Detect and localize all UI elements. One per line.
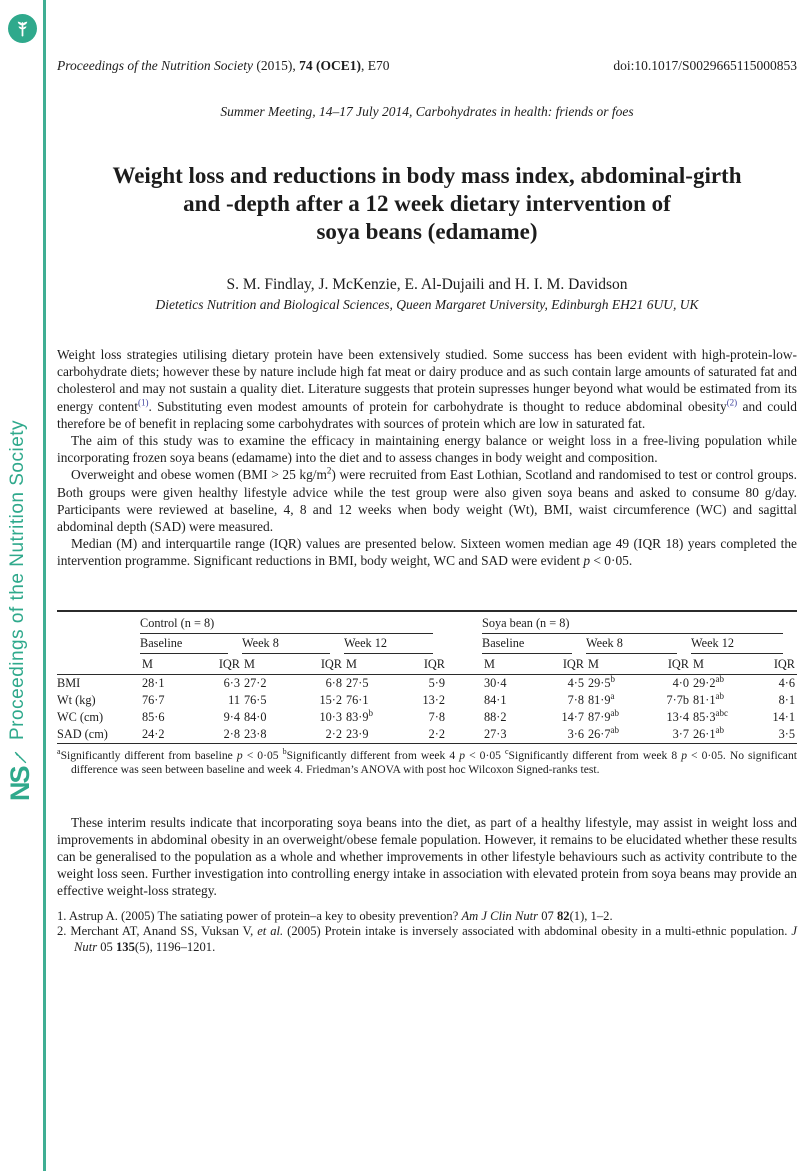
title-line-3: soya beans (edamame) xyxy=(316,219,538,244)
table-body xyxy=(57,674,797,743)
reference-number: 2. xyxy=(57,924,67,939)
table-cell: 7·8 xyxy=(428,709,445,724)
table-row xyxy=(57,674,797,692)
table-cell: 27·5 xyxy=(346,675,369,690)
stat-header: IQR xyxy=(293,655,344,675)
stat-header: M xyxy=(586,655,638,675)
table-cell: 76·7 xyxy=(142,692,165,707)
table-cell: 2·2 xyxy=(428,726,445,741)
citation-line: Proceedings of the Nutrition Society (2015), 74 (OCE1), E70 xyxy=(57,58,390,73)
sidebar-vertical-rule xyxy=(43,0,46,1171)
stat-header: IQR xyxy=(191,655,242,675)
row-label: BMI xyxy=(57,675,81,690)
stat-header: IQR xyxy=(534,655,586,675)
table-cell: $26\cdot 1^{ab}$ xyxy=(693,724,725,741)
table-cell: 2·2 xyxy=(325,726,342,741)
article-title xyxy=(57,162,797,246)
table-row xyxy=(57,726,797,744)
table-cell: $83\cdot 9^b$ xyxy=(346,707,374,724)
table-cell: 5·9 xyxy=(428,675,445,690)
reference-1 xyxy=(57,909,797,925)
stat-header: M xyxy=(691,655,744,675)
table-row xyxy=(57,692,797,709)
ns-logo-text: NS xyxy=(5,767,35,801)
results-table-wrap xyxy=(57,610,797,778)
reference-text: Astrup A. (2005) The satiating power of protein–a key to obesity prevention? Am J Clin Nutr 07 82(1), 1–2. xyxy=(68,908,613,923)
table-cell: 28·1 xyxy=(142,675,165,690)
doi-text: doi:10.1017/S0029665115000853 xyxy=(613,58,797,73)
group-spacer xyxy=(447,611,482,635)
running-head xyxy=(57,58,797,74)
stat-header: IQR xyxy=(744,655,797,675)
table-cell: 2·8 xyxy=(223,726,240,741)
stat-header: M xyxy=(482,655,534,675)
period-header: Baseline xyxy=(140,635,242,655)
abstract-body xyxy=(57,346,797,570)
table-cell: 27·2 xyxy=(244,675,267,690)
sprout-icon xyxy=(13,19,32,38)
table-cell: 13·4 xyxy=(666,709,689,724)
article-content xyxy=(57,0,797,955)
table-cell: $29\cdot 5^b$ xyxy=(588,673,616,690)
table-cell: 6·3 xyxy=(223,675,240,690)
table-cell: 3·7 xyxy=(672,726,689,741)
table-cell: 23·9 xyxy=(346,726,369,741)
table-cell: 15·2 xyxy=(319,692,342,707)
results-table xyxy=(57,610,797,744)
corner-cell xyxy=(57,611,140,635)
table-cell: 84·0 xyxy=(244,709,267,724)
table-row xyxy=(57,709,797,726)
table-cell: 7·7b xyxy=(666,692,689,707)
period-header: Week 8 xyxy=(586,635,691,655)
table-cell: $87\cdot 9^{ab}$ xyxy=(588,707,620,724)
paragraph-4: Median (M) and interquartile range (IQR) values are presented below. Sixteen women median age 49 (IQR 18) years completed the intervention programme. Significant reductions in BMI, body weight, WC and SAD were evident p < 0·05. xyxy=(57,536,797,569)
table-cell: 27·3 xyxy=(484,726,507,741)
table-cell: 23·8 xyxy=(244,726,267,741)
title-line-1: Weight loss and reductions in body mass index, abdominal-girth xyxy=(112,163,742,188)
table-cell: 76·1 xyxy=(346,692,369,707)
table-cell: 13·2 xyxy=(422,692,445,707)
table-cell: 14·1 xyxy=(772,709,795,724)
nutrition-society-ns-logo xyxy=(5,750,36,801)
paragraph-2: The aim of this study was to examine the efficacy in maintaining energy balance or weight loss in a free-living population while incorporating frozen soya beans (edamame) into the diet and to assess changes in body weight and composition. xyxy=(57,433,797,466)
stat-header: IQR xyxy=(638,655,691,675)
table-cell: $29\cdot 2^{ab}$ xyxy=(693,673,725,690)
table-cell: 85·6 xyxy=(142,709,165,724)
table-cell: $26\cdot 7^{ab}$ xyxy=(588,724,620,741)
group-header-row xyxy=(57,611,797,635)
period-header: Week 12 xyxy=(344,635,447,655)
table-cell: 24·2 xyxy=(142,726,165,741)
table-cell: $85\cdot 3^{abc}$ xyxy=(693,707,729,724)
table-cell: 84·1 xyxy=(484,692,507,707)
affiliation-line: Dietetics Nutrition and Biological Sciences, Queen Margaret University, Edinburgh EH21 6UU, UK xyxy=(155,297,699,312)
table-footnote: $^a$Significantly different from baseline p < 0·05 $^b$Significantly different from week 4 p < 0·05 $^c$Significantly different from week 8 p < 0·05. No significant difference was seen between baseline and week 4. Friedman’s ANOVA with post hoc Wilcoxon Signed-ranks test. xyxy=(57,746,797,777)
table-cell: $81\cdot 9^a$ xyxy=(588,690,615,707)
table-cell: 4·6 xyxy=(778,675,795,690)
conclusion-paragraph: These interim results indicate that incorporating soya beans into the diet, as part of a healthy lifestyle, may assist in weight loss and improvements in abdominal obesity in an overweight/obese female population. However, it remains to be elucidated whether these results can be generalised to the population as a whole and whether improvements in other lifestyle behaviours such as activity contribute to the weight loss seen. Further investigation into controlling energy intake in association with elevated protein from soya beans may provide an effective weight-loss strategy. xyxy=(57,814,797,899)
table-cell: 30·4 xyxy=(484,675,507,690)
authors-line: S. M. Findlay, J. McKenzie, E. Al-Dujaili and H. I. M. Davidson xyxy=(226,276,628,293)
reference-2 xyxy=(57,924,797,955)
table-cell: 3·5 xyxy=(778,726,795,741)
table-cell: 14·7 xyxy=(561,709,584,724)
period-header: Week 8 xyxy=(242,635,344,655)
table-cell: 88·2 xyxy=(484,709,507,724)
period-header: Week 12 xyxy=(691,635,797,655)
row-label: WC (cm) xyxy=(57,709,104,724)
journal-name-vertical: Proceedings of the Nutrition Society xyxy=(7,419,28,740)
stat-header: M xyxy=(140,655,191,675)
table-cell: 10·3 xyxy=(319,709,342,724)
table-cell: 8·1 xyxy=(778,692,795,707)
period-header-row xyxy=(57,635,797,655)
nutrition-society-logo xyxy=(8,14,37,43)
row-label: SAD (cm) xyxy=(57,726,108,741)
table-cell: 3·6 xyxy=(567,726,584,741)
title-line-2: and -depth after a 12 week dietary intervention of xyxy=(183,191,671,216)
reference-marker[interactable]: (2) xyxy=(726,397,738,408)
period-header: Baseline xyxy=(482,635,586,655)
table-cell: 4·5 xyxy=(567,675,584,690)
table-cell: 7·8 xyxy=(567,692,584,707)
reference-list xyxy=(57,909,797,956)
wheat-icon xyxy=(13,750,28,765)
paragraph-3: Overweight and obese women (BMI > 25 $kg/m^2$) were recruited from East Lothian, Scotland and randomised to test or control groups. Both groups were given healthy lifestyle advice while the test group were also given soya beans and asked to consume 80 g/day. Participants were reviewed at baseline, 4, 8 and 12 weeks when body weight (Wt), BMI, waist circumference (WC) and sagittal abdominal depth (SAD) were measured. xyxy=(57,465,797,535)
paragraph-1: Weight loss strategies utilising dietary protein have been extensively studied. Some success has been evident with high-protein-low-carbohydrate diets; however these by nature include high fat meat or dairy produce and as such contain large amounts of saturated fat and cholesterol and may not sustain a quality diet. Literature suggests that protein supresses hunger beyond what would be estimated from its energy content$^{(1)}$. Substituting even modest amounts of protein for carbohydrate is thought to reduce abdominal obesity$^{(2)}$ and could therefore be of benefit in replacing some carbohydrates with sources of protein which are low in saturated fat. xyxy=(57,347,797,431)
table-cell: 9·4 xyxy=(223,709,240,724)
row-label: Wt (kg) xyxy=(57,692,96,707)
table-cell: $81\cdot 1^{ab}$ xyxy=(693,690,725,707)
table-cell: 4·0 xyxy=(672,675,689,690)
reference-text: Merchant AT, Anand SS, Vuksan V, et al. (2005) Protein intake is inversely associated with abdominal obesity in a multi-ethnic population. J Nutr 05 135(5), 1196–1201. xyxy=(70,924,797,954)
table-cell: 76·5 xyxy=(244,692,267,707)
group-header-soya: Soya bean (n = 8) xyxy=(482,611,797,635)
stat-header: M xyxy=(344,655,395,675)
meeting-line: Summer Meeting, 14–17 July 2014, Carbohydrates in health: friends or foes xyxy=(220,104,634,119)
stat-header: IQR xyxy=(395,655,447,675)
table-cell: 6·8 xyxy=(325,675,342,690)
stat-header: M xyxy=(242,655,293,675)
reference-number: 1. xyxy=(57,908,67,923)
table-cell: 11 xyxy=(228,692,240,707)
stats-header-row xyxy=(57,655,797,675)
reference-marker[interactable]: (1) xyxy=(137,397,149,408)
group-header-control: Control (n = 8) xyxy=(140,611,447,635)
